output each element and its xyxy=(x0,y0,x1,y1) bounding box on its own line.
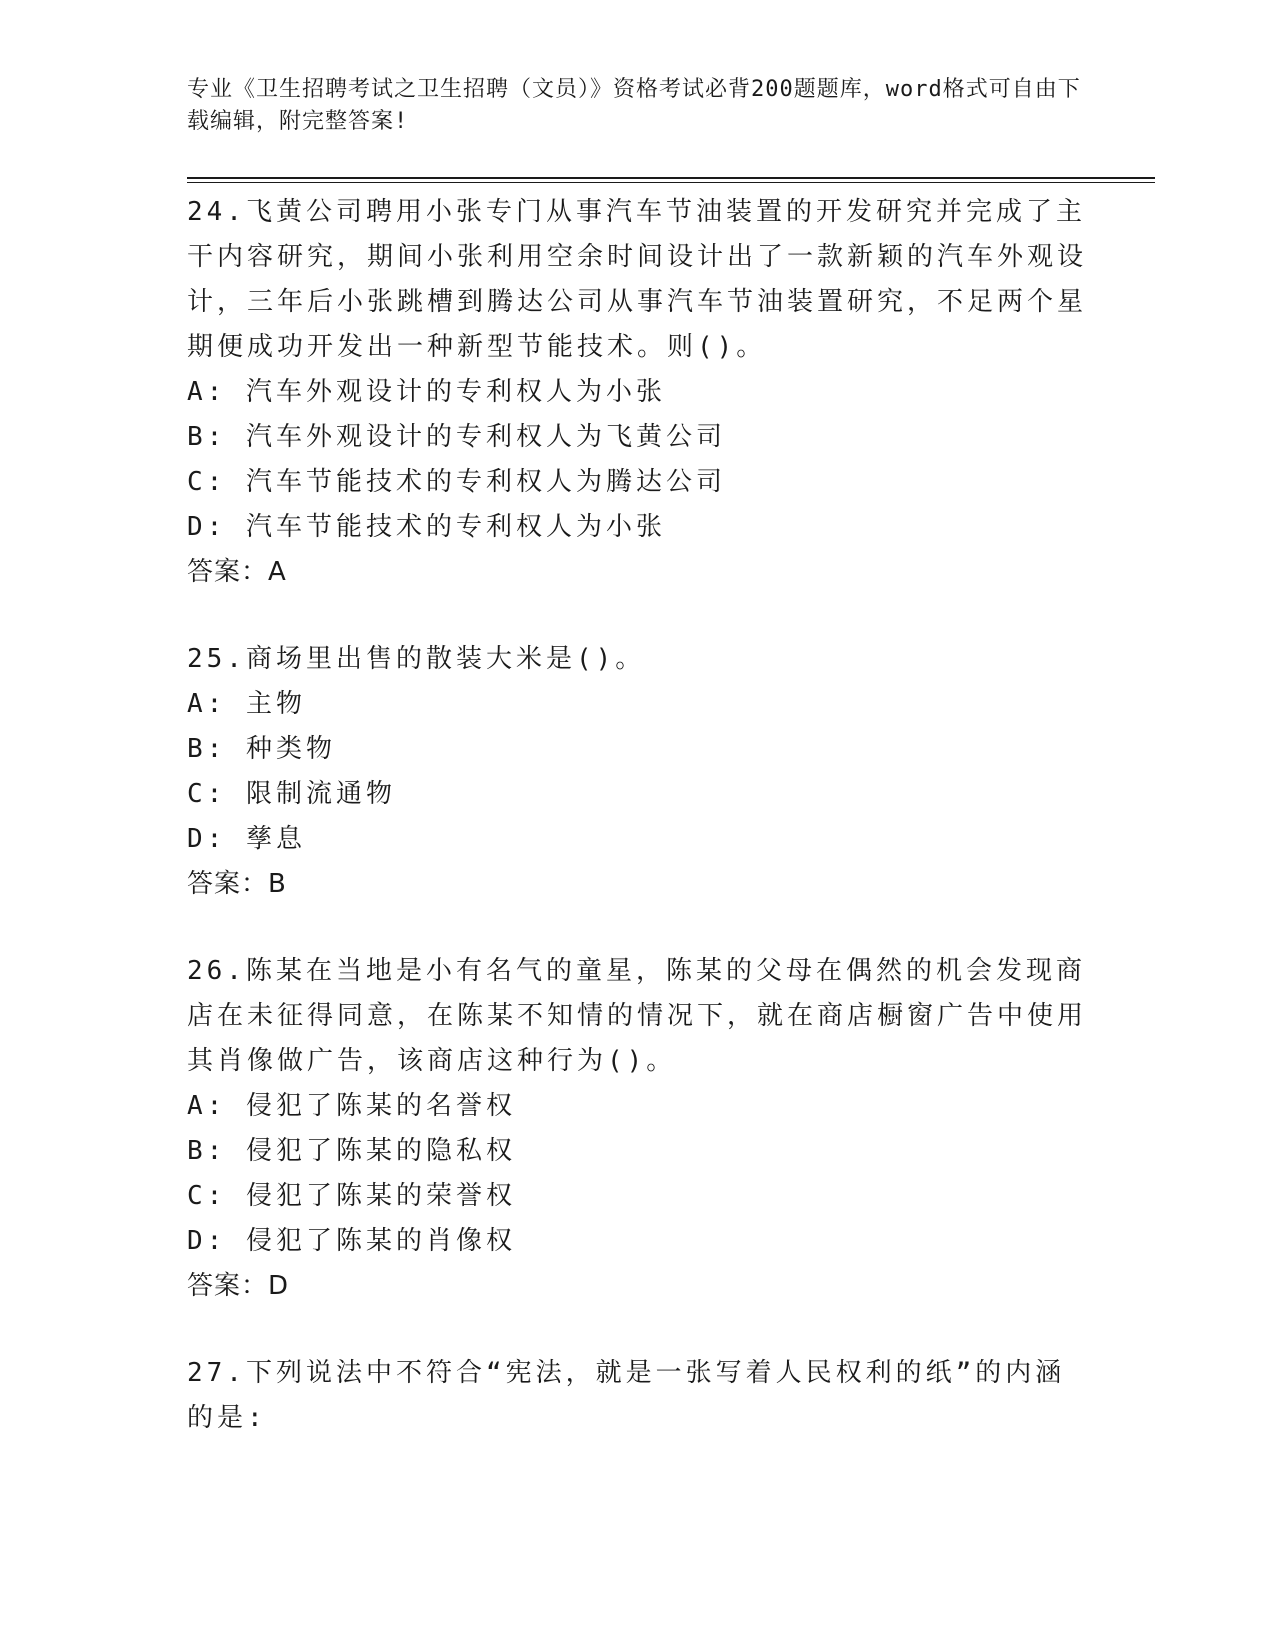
answer-line: 答案：A xyxy=(187,557,287,587)
option-a: A: 侵犯了陈某的名誉权 xyxy=(187,1091,516,1121)
header-divider-thick xyxy=(187,177,1155,179)
option-a: A: 主物 xyxy=(187,689,306,719)
option-b: B: 侵犯了陈某的隐私权 xyxy=(187,1136,516,1166)
document-header: 专业《卫生招聘考试之卫生招聘（文员）》资格考试必背200题题库，word格式可自由下载编辑，附完整答案! xyxy=(187,77,1081,134)
option-a: A: 汽车外观设计的专利权人为小张 xyxy=(187,377,666,407)
answer-line: 答案：B xyxy=(187,869,287,899)
option-d: D: 侵犯了陈某的肖像权 xyxy=(187,1226,516,1256)
question-stem: 25.商场里出售的散装大米是()。 xyxy=(187,644,646,674)
option-c: C: 汽车节能技术的专利权人为腾达公司 xyxy=(187,467,726,497)
question-stem: 27.下列说法中不符合“宪法，就是一张写着人民权利的纸”的内涵的是: xyxy=(187,1358,1066,1433)
option-c: C: 侵犯了陈某的荣誉权 xyxy=(187,1181,516,1211)
question-list xyxy=(187,190,1087,1483)
answer-line: 答案：D xyxy=(187,1271,290,1301)
option-b: B: 汽车外观设计的专利权人为飞黄公司 xyxy=(187,422,726,452)
option-d: D: 汽车节能技术的专利权人为小张 xyxy=(187,512,666,542)
question-stem: 24.飞黄公司聘用小张专门从事汽车节油装置的开发研究并完成了主干内容研究，期间小张利用空余时间设计出了一款新颖的汽车外观设计，三年后小张跳槽到腾达公司从事汽车节油装置研究，不足两个星期便成功开发出一种新型节能技术。则()。 xyxy=(187,197,1088,362)
question-24 xyxy=(187,190,1087,595)
question-stem: 26.陈某在当地是小有名气的童星，陈某的父母在偶然的机会发现商店在未征得同意，在陈某不知情的情况下，就在商店橱窗广告中使用其肖像做广告，该商店这种行为()。 xyxy=(187,956,1088,1076)
option-c: C: 限制流通物 xyxy=(187,779,396,809)
question-25 xyxy=(187,637,1087,907)
question-27 xyxy=(187,1351,1087,1441)
option-d: D: 孳息 xyxy=(187,824,306,854)
question-26 xyxy=(187,949,1087,1309)
header-divider-thin xyxy=(187,182,1155,183)
option-b: B: 种类物 xyxy=(187,734,336,764)
